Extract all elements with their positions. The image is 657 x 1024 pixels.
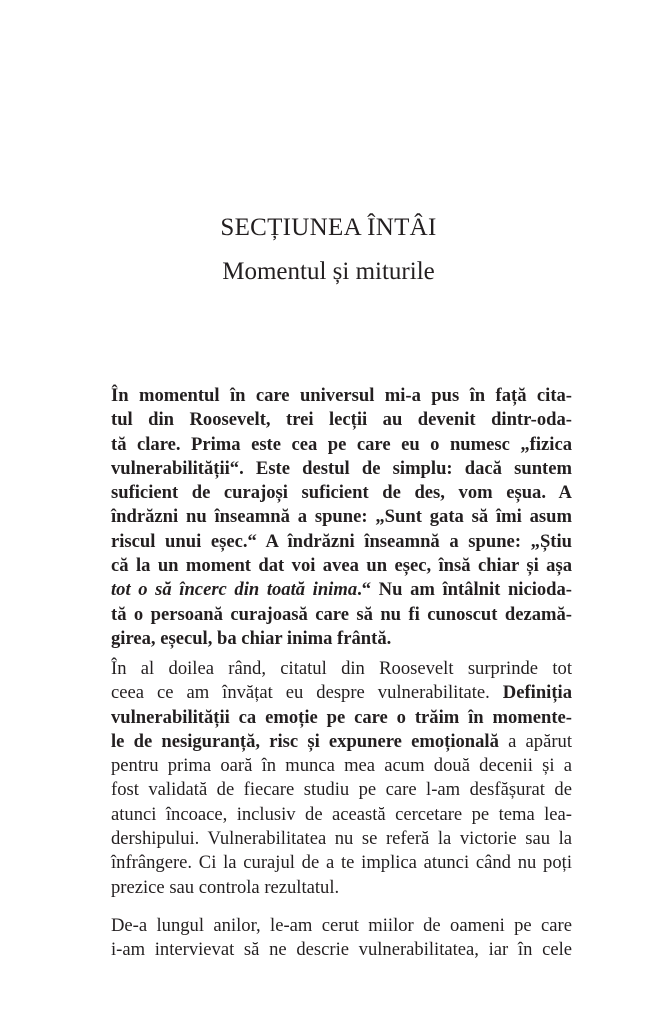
text-line	[111, 433, 572, 457]
text-line	[111, 730, 572, 754]
text-segment: i-am intervievat să ne descrie vulnerabilitatea, iar în cele	[111, 939, 572, 961]
text-line	[111, 827, 572, 851]
text-segment: tă clare. Prima este cea pe care eu o numesc „fizica	[111, 433, 572, 455]
text-line	[111, 851, 572, 875]
text-segment: tot o să încerc din toată inima	[111, 579, 358, 601]
text-segment: dershipului. Vulnerabilitatea nu se referă la victorie sau la	[111, 828, 572, 850]
text-line	[111, 938, 572, 962]
paragraph-3	[111, 914, 572, 963]
text-line	[111, 554, 572, 578]
text-line	[111, 754, 572, 778]
text-segment: le de nesiguranță, risc și expunere emoțională	[111, 730, 499, 752]
text-line	[111, 657, 572, 681]
paragraph-2	[111, 657, 572, 900]
text-line	[111, 681, 572, 705]
text-segment: că la un moment dat voi avea un eșec, însă chiar și așa	[111, 555, 572, 577]
text-segment: .“ Nu am întâlnit nicioda-	[357, 579, 572, 601]
text-segment: În al doilea rând, citatul din Roosevelt surprinde tot	[111, 658, 572, 679]
text-segment: prezice sau controla rezultatul.	[111, 876, 340, 898]
text-segment: În momentul în care universul mi-a pus în față cita-	[111, 385, 572, 406]
text-segment: pentru prima oară în munca mea acum două decenii și a	[111, 755, 572, 777]
text-segment: a apărut	[498, 730, 572, 752]
text-line	[111, 914, 572, 938]
text-line	[111, 457, 572, 481]
paragraph-1	[111, 384, 572, 651]
text-segment: vulnerabilității ca emoție pe care o trăim în momente-	[111, 706, 572, 728]
text-line	[111, 384, 572, 408]
text-segment: Definiția	[502, 682, 572, 704]
section-label: SECȚIUNEA ÎNTÂI	[220, 214, 437, 241]
section-title: Momentul și miturile	[222, 258, 435, 285]
text-segment: De-a lungul anilor, le-am cerut miilor de oameni pe care	[111, 915, 572, 936]
text-segment: ceea ce am învățat eu despre vulnerabilitate.	[111, 682, 503, 704]
text-line	[111, 578, 572, 602]
text-line	[111, 481, 572, 505]
text-line	[111, 408, 572, 432]
text-segment: vulnerabilității“. Este destul de simplu: dacă suntem	[111, 457, 572, 479]
text-segment: înfrângere. Ci la curajul de a te implica atunci când nu poți	[111, 852, 572, 874]
text-segment: tă o persoană curajoasă care să nu fi cunoscut dezamă-	[111, 603, 572, 625]
text-line	[111, 530, 572, 554]
text-line	[111, 706, 572, 730]
text-line	[111, 803, 572, 827]
text-segment: riscul unui eșec.“ A îndrăzni înseamnă a spune: „Știu	[111, 530, 572, 552]
text-segment: îndrăzni nu înseamnă a spune: „Sunt gata să îmi asum	[111, 506, 572, 528]
text-segment: suficient de curajoși suficient de des, vom eșua. A	[111, 482, 572, 504]
text-line	[111, 505, 572, 529]
text-segment: atunci încoace, inclusiv de această cercetare pe tema lea-	[111, 803, 572, 825]
text-segment: girea, eșecul, ba chiar inima frântă.	[111, 627, 392, 649]
text-line	[111, 627, 572, 651]
text-line	[111, 778, 572, 802]
text-segment: tul din Roosevelt, trei lecții au devenit dintr-oda-	[111, 409, 572, 431]
text-line	[111, 603, 572, 627]
text-line	[111, 876, 572, 900]
text-segment: fost validată de fiecare studiu pe care l-am desfășurat de	[111, 779, 572, 801]
